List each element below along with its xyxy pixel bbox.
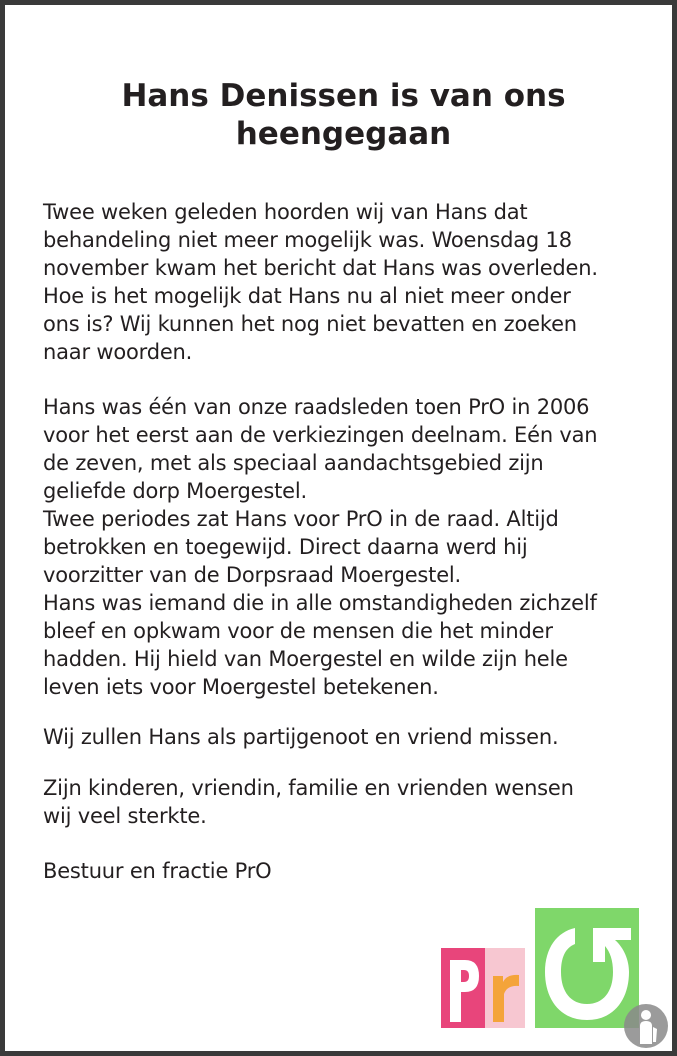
- text-line: Zijn kinderen, vriendin, familie en vrienden wensen: [43, 776, 574, 800]
- text-line: Hans was één van onze raadsleden toen PrO in 2006: [43, 395, 590, 419]
- text-line: Hans was iemand die in alle omstandigheden zichzelf: [43, 591, 597, 615]
- text-line: Wij zullen Hans als partijgenoot en vriend missen.: [43, 725, 559, 749]
- text-line: betrokken en toegewijd. Direct daarna werd hij: [43, 535, 528, 559]
- logo-p-letter-icon: [441, 948, 485, 1028]
- title-line: Hans Denissen is van ons: [121, 78, 566, 114]
- text-line: de zeven, met als speciaal aandachtsgebied zijn: [43, 451, 544, 475]
- paragraph-missed: [43, 723, 663, 751]
- notice-title: [45, 77, 642, 153]
- text-line: Hoe is het mogelijk dat Hans nu al niet meer onder: [43, 284, 571, 308]
- text-line: naar woorden.: [43, 340, 193, 364]
- text-line: geliefde dorp Moergestel.: [43, 479, 307, 503]
- text-line: Twee periodes zat Hans voor PrO in de raad. Altijd: [43, 507, 559, 531]
- text-line: voorzitter van de Dorpsraad Moergestel.: [43, 563, 462, 587]
- logo-p-block: [441, 948, 485, 1028]
- text-line: november kwam het bericht dat Hans was overleden.: [43, 256, 598, 280]
- paragraph-signature: [43, 857, 663, 885]
- text-line: bleef en opkwam voor de mensen die het minder: [43, 619, 553, 643]
- logo-r-letter-icon: [485, 948, 525, 1028]
- text-line: behandeling niet meer mogelijk was. Woensdag 18: [43, 228, 572, 252]
- paragraph-biography: [43, 393, 663, 701]
- paragraph-announcement: [43, 198, 663, 366]
- watermark-badge: [622, 1002, 670, 1050]
- text-line: Bestuur en fractie PrO: [43, 859, 272, 883]
- text-line: ons is? Wij kunnen het nog niet bevatten en zoeken: [43, 312, 577, 336]
- title-line: heengegaan: [235, 116, 452, 152]
- paragraph-condolences: [43, 774, 663, 830]
- text-line: voor het eerst aan de verkiezingen deelnam. Eén van: [43, 423, 598, 447]
- text-line: wij veel sterkte.: [43, 804, 207, 828]
- text-line: Twee weken geleden hoorden wij van Hans dat: [43, 200, 528, 224]
- text-line: hadden. Hij hield van Moergestel en wilde zijn hele: [43, 647, 568, 671]
- person-silhouette-icon: [622, 1002, 670, 1050]
- text-line: leven iets voor Moergestel betekenen.: [43, 675, 439, 699]
- pro-party-logo: [441, 908, 641, 1028]
- logo-r-block: [485, 948, 525, 1028]
